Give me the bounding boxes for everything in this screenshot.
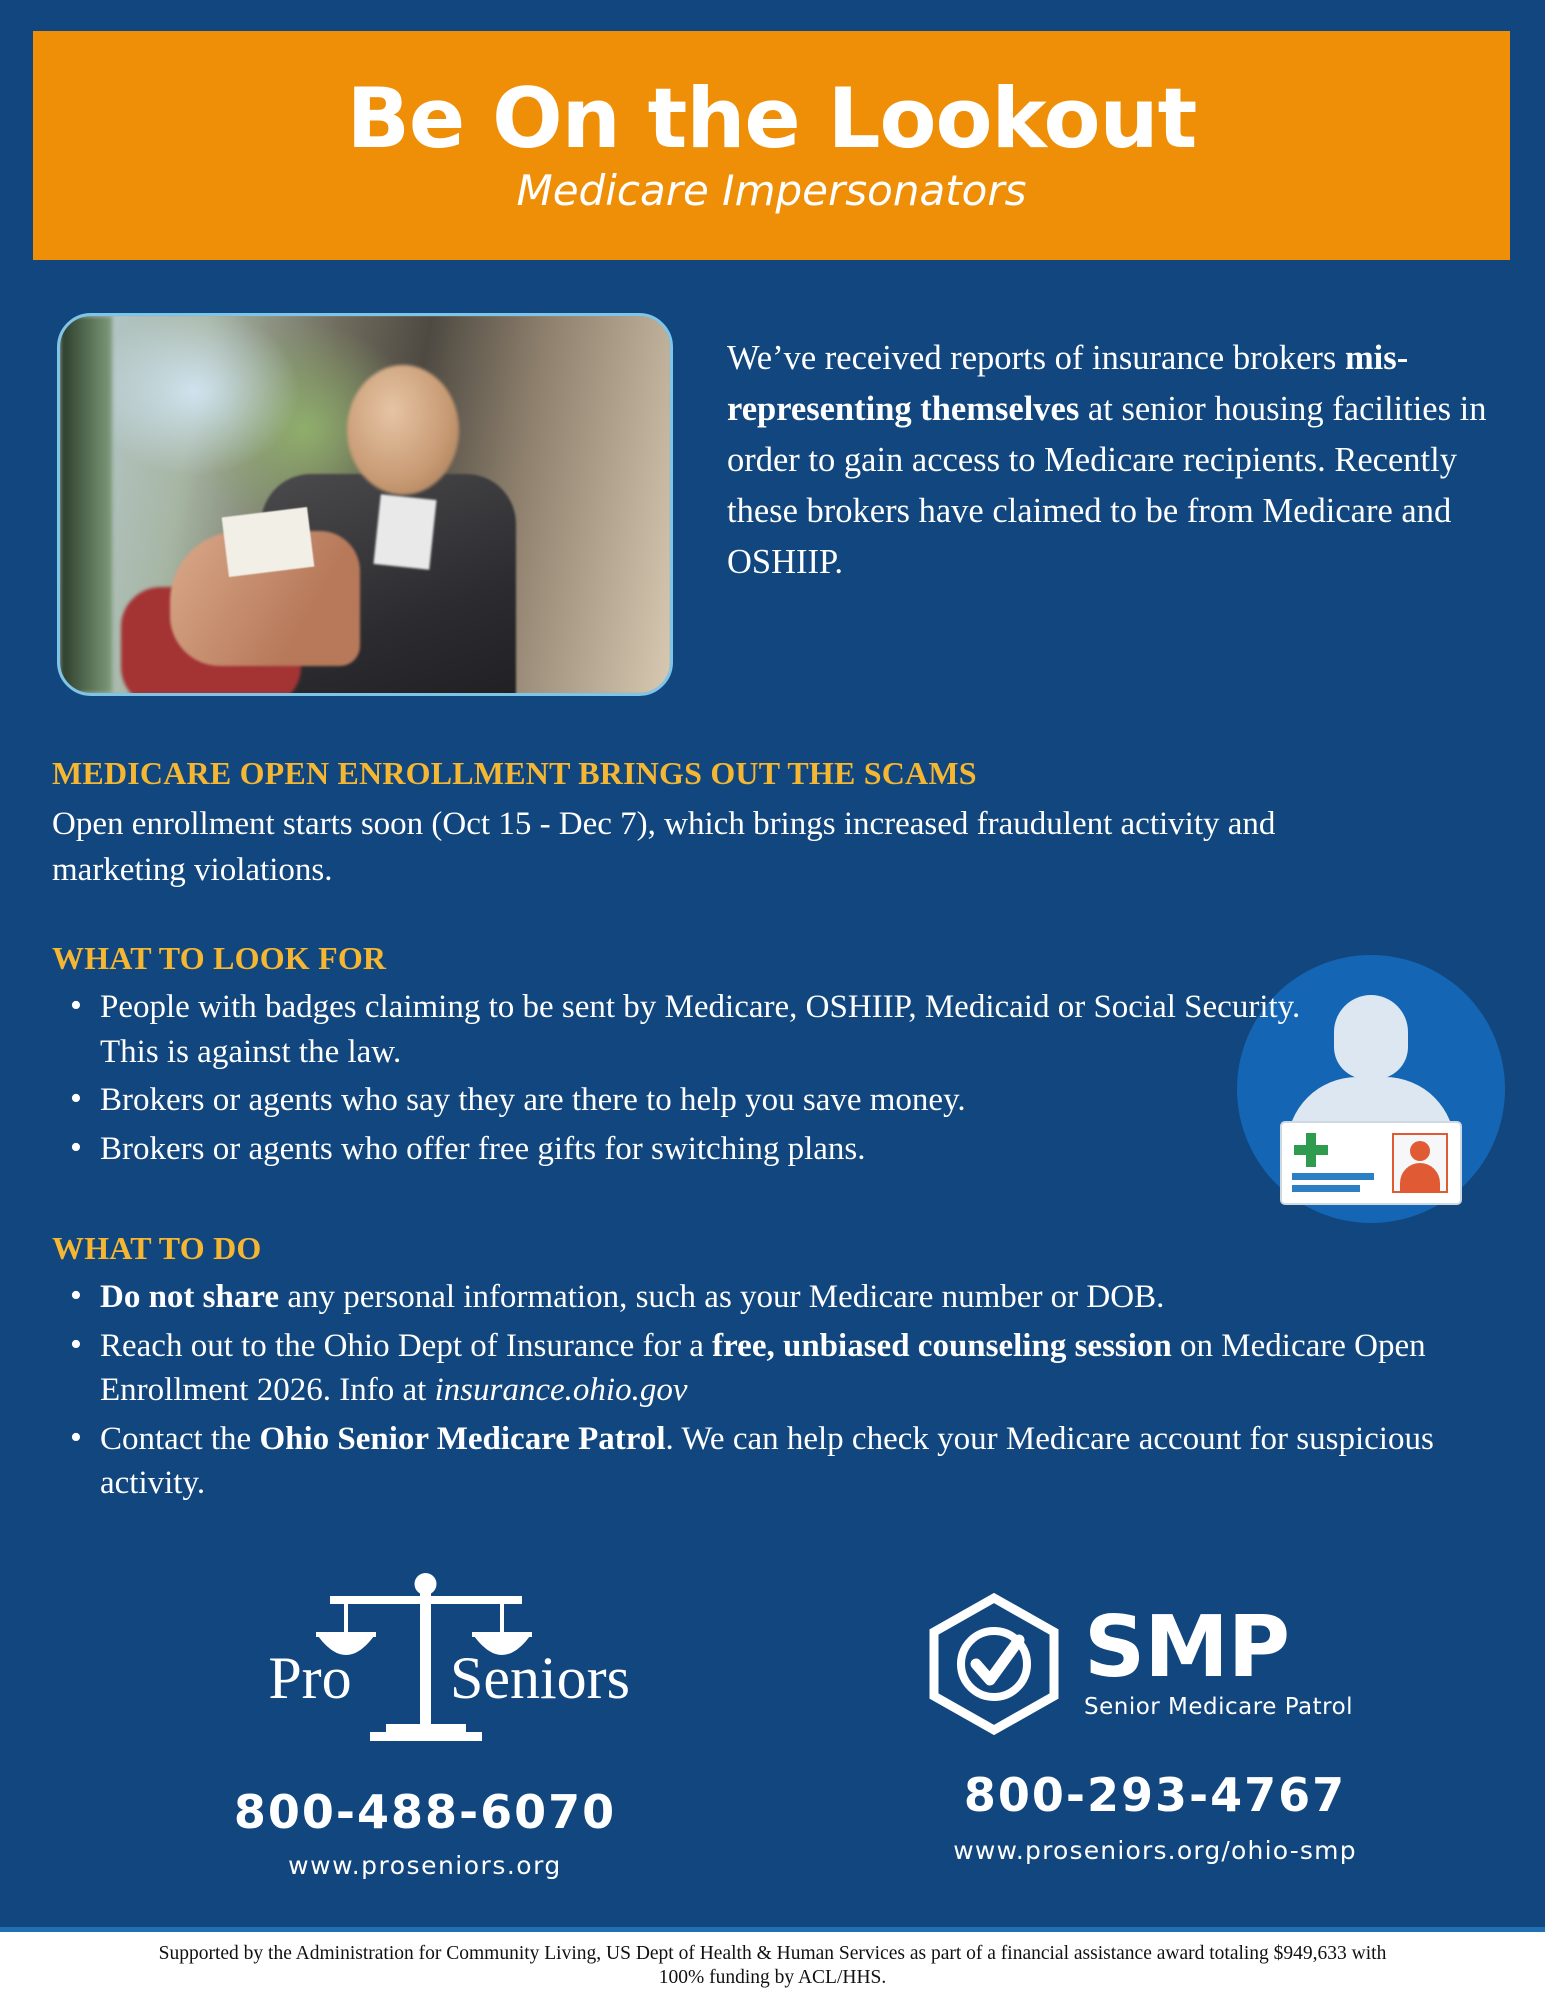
pro-seniors-logo-icon	[210, 1570, 640, 1775]
photo-man-head	[347, 365, 459, 495]
section-heading-what-to-look-for: WHAT TO LOOK FOR	[52, 940, 387, 976]
logo-word-seniors: Seniors	[450, 1645, 630, 1711]
footer-line-2: 100% funding by ACL/HHS.	[658, 1967, 887, 1988]
scales-of-justice-icon	[210, 1570, 640, 1775]
smp-logo-row	[920, 1590, 1420, 1738]
footer-disclaimer	[0, 1932, 1545, 2000]
list-item-text: . We can help check your Medicare account for suspicious activity.	[100, 1420, 1434, 1502]
smp-phone[interactable]: 800-293-4767	[963, 1768, 1347, 1822]
photo-doorframe	[60, 316, 112, 693]
smp-url[interactable]: www.proseniors.org/ohio-smp	[953, 1836, 1357, 1865]
list-item: • Brokers or agents who say they are there to help you save money.	[100, 1078, 1312, 1123]
smp-shield-check-icon	[920, 1590, 1068, 1738]
badge-portrait-head	[1410, 1141, 1430, 1161]
pro-seniors-url[interactable]: www.proseniors.org	[288, 1851, 562, 1880]
list-item-text: Reach out to the Ohio Dept of Insurance for a	[100, 1327, 713, 1364]
photo-business-card	[221, 507, 314, 577]
section-what-to-look-for	[52, 940, 1312, 1175]
intro-text-part2: at senior housing facilities in order to gain access to Medicare recipients. Recently these brokers have claimed to be from Medicare and OSHIIP.	[727, 390, 1487, 582]
section-what-to-do	[52, 1230, 1472, 1510]
logo-word-pro: Pro	[268, 1645, 352, 1711]
list-item: • Brokers or agents who offer free gifts for switching plans.	[100, 1127, 1312, 1172]
list-item	[100, 1324, 1472, 1413]
what-to-look-for-list	[52, 985, 1312, 1171]
what-to-do-list	[52, 1275, 1472, 1506]
list-item-bold: Do not share	[100, 1279, 280, 1315]
smp-tagline: Senior Medicare Patrol	[1084, 1694, 1354, 1721]
pro-seniors-phone[interactable]: 800-488-6070	[233, 1785, 617, 1839]
list-item-text: any personal information, such as your Medicare number or DOB.	[279, 1279, 1165, 1315]
smp-text-block	[1084, 1597, 1354, 1721]
intro-text-part1: We’ve received reports of insurance brokers	[727, 339, 1345, 377]
intro-text-bold: mis-representing themselves	[727, 339, 1409, 429]
list-item	[100, 1417, 1472, 1506]
page-subtitle: Medicare Impersonators	[516, 165, 1027, 215]
section-heading-what-to-do: WHAT TO DO	[52, 1230, 262, 1266]
badge-person-head-icon	[1334, 995, 1408, 1079]
smp-logo-block	[920, 1590, 1420, 1865]
section-open-enrollment	[52, 755, 1452, 893]
footer-line-1: Supported by the Administration for Community Living, US Dept of Health & Human Services as part of a financial assistance award totaling $949,633 with	[158, 1943, 1387, 1965]
list-item: • People with badges claiming to be sent by Medicare, OSHIIP, Medicaid or Social Security. This is against the law.	[100, 985, 1312, 1074]
list-item-bold: Ohio Senior Medicare Patrol	[259, 1420, 666, 1457]
smp-wordmark: SMP	[1084, 1597, 1290, 1697]
photo-lanyard-badge	[374, 494, 437, 569]
door-photo	[57, 313, 673, 696]
intro-paragraph	[727, 333, 1487, 588]
badge-portrait-body	[1400, 1163, 1440, 1191]
page-title: Be On the Lookout	[346, 69, 1197, 167]
section-heading-open-enrollment: MEDICARE OPEN ENROLLMENT BRINGS OUT THE SCAMS	[52, 755, 977, 791]
badge-card-line	[1292, 1185, 1360, 1192]
list-item-text: Contact the	[100, 1420, 260, 1457]
insurance-site-link[interactable]: insurance.ohio.gov	[434, 1372, 688, 1409]
header-banner	[33, 31, 1510, 260]
list-item-text: on Medicare Open Enrollment 2026. Info at	[100, 1327, 1426, 1409]
section-paragraph-open-enrollment: Open enrollment starts soon (Oct 15 - Dec 7), which brings increased fraudulent activity and marketing violations.	[52, 806, 1276, 888]
list-item	[100, 1275, 1472, 1320]
badge-portrait-icon	[1392, 1133, 1448, 1193]
list-item-bold: free, unbiased counseling session	[712, 1327, 1172, 1364]
pro-seniors-logo-block	[210, 1570, 640, 1880]
